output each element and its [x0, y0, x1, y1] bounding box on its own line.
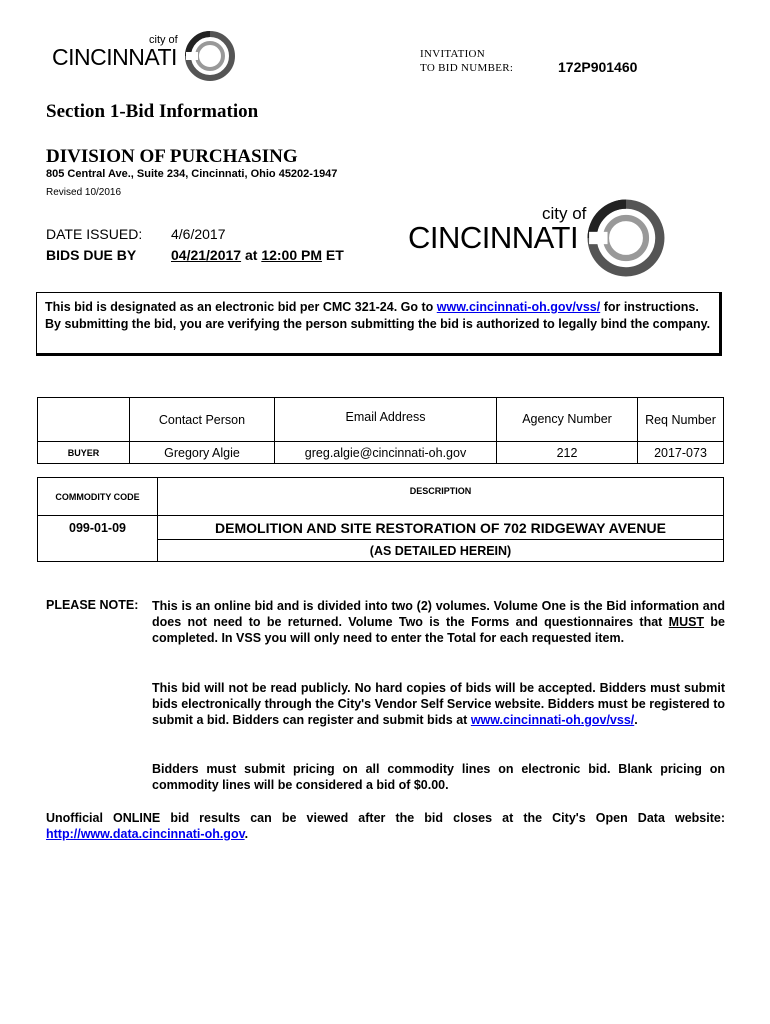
section-title: Section 1-Bid Information — [46, 101, 259, 122]
notice-text-after: for instructions. By submitting the bid, you are verifying the person submitting the bid is authorized to legally bind the company. — [45, 300, 711, 331]
electronic-bid-notice — [36, 292, 722, 356]
header-agency-number: Agency Number — [497, 398, 638, 442]
buyer-agency-number: 212 — [497, 442, 638, 464]
open-data-link[interactable]: http://www.data.cincinnati-oh.gov — [46, 827, 245, 841]
description-header: DESCRIPTION — [158, 478, 724, 516]
invitation-line2: TO BID NUMBER: — [420, 62, 514, 74]
due-time: 12:00 PM — [261, 247, 323, 263]
division-title: DIVISION OF PURCHASING — [46, 146, 298, 167]
buyer-table — [37, 397, 724, 464]
revised-date: Revised 10/2016 — [46, 187, 122, 198]
logo-swirl-icon — [184, 30, 236, 82]
please-note-paragraph-3: Bidders must submit pricing on all commodity lines on electronic bid. Blank pricing on commodity lines will be considered a bid of $0.00. — [152, 762, 725, 792]
logo-swirl-large-icon — [586, 198, 666, 278]
date-issued-label: DATE ISSUED: — [46, 226, 143, 242]
bids-due-label: BIDS DUE BY — [46, 247, 137, 263]
results-end: . — [244, 827, 249, 841]
p1-text-a: This is an online bid and is divided into two (2) volumes. Volume One is the Bid information and does not need to be returned. Volume Two is the Forms and questionnaires that — [152, 599, 725, 629]
buyer-req-number: 2017-073 — [638, 442, 724, 464]
please-note-paragraph-2 — [152, 680, 725, 728]
p1-text-b: be completed. In VSS you will only need to enter the Total for each requested item. — [152, 615, 725, 645]
commodity-code-empty — [38, 540, 158, 562]
logo-city-of: city of — [149, 34, 178, 46]
city-logo-large — [408, 198, 670, 278]
commodity-table — [37, 477, 724, 562]
due-tz: ET — [325, 247, 344, 263]
p2-end: . — [634, 713, 638, 727]
header-email-address: Email Address — [275, 398, 497, 442]
date-issued-value: 4/6/2017 — [171, 226, 226, 242]
commodity-code-header: COMMODITY CODE — [38, 478, 158, 516]
buyer-row-label: BUYER — [38, 442, 130, 464]
please-note-paragraph-1 — [152, 598, 725, 646]
logo-name-large: CINCINNATI — [408, 220, 579, 255]
due-at: at — [244, 247, 258, 263]
notice-vss-link[interactable]: www.cincinnati-oh.gov/vss/ — [436, 300, 601, 314]
commodity-description: DEMOLITION AND SITE RESTORATION OF 702 RIDGEWAY AVENUE — [158, 516, 724, 540]
bids-due-value — [171, 247, 344, 263]
city-logo-small — [52, 30, 242, 80]
p2-text-a: This bid will not be read publicly. No hard copies of bids will be accepted. Bidders must submit bids electronically through the City's Vendor Self Service website. Bidders must be registered to submit a bid. Bidders can register and submit bids at — [152, 681, 725, 727]
commodity-code: 099-01-09 — [38, 516, 158, 540]
notice-text-before: This bid is designated as an electronic bid per CMC 321-24. Go to — [45, 300, 437, 314]
please-note-label: PLEASE NOTE: — [46, 598, 139, 612]
header-contact-person: Contact Person — [130, 398, 275, 442]
p2-vss-link[interactable]: www.cincinnati-oh.gov/vss/ — [470, 713, 635, 727]
header-req-number: Req Number — [638, 398, 724, 442]
commodity-detail: (AS DETAILED HEREIN) — [158, 540, 724, 562]
invitation-line1: INVITATION — [420, 48, 486, 60]
buyer-contact: Gregory Algie — [130, 442, 275, 464]
buyer-header-empty — [38, 398, 130, 442]
logo-city-of-large: city of — [542, 204, 587, 223]
p1-must: MUST — [668, 615, 705, 629]
bid-number: 172P901460 — [558, 59, 638, 75]
results-text: Unofficial ONLINE bid results can be viewed after the bid closes at the City's Open Data website: — [46, 811, 725, 825]
buyer-email: greg.algie@cincinnati-oh.gov — [275, 442, 497, 464]
logo-name: CINCINNATI — [52, 44, 177, 70]
bid-results-paragraph — [46, 810, 725, 842]
division-address: 805 Central Ave., Suite 234, Cincinnati, Ohio 45202-1947 — [46, 168, 338, 180]
due-date: 04/21/2017 — [171, 247, 242, 263]
